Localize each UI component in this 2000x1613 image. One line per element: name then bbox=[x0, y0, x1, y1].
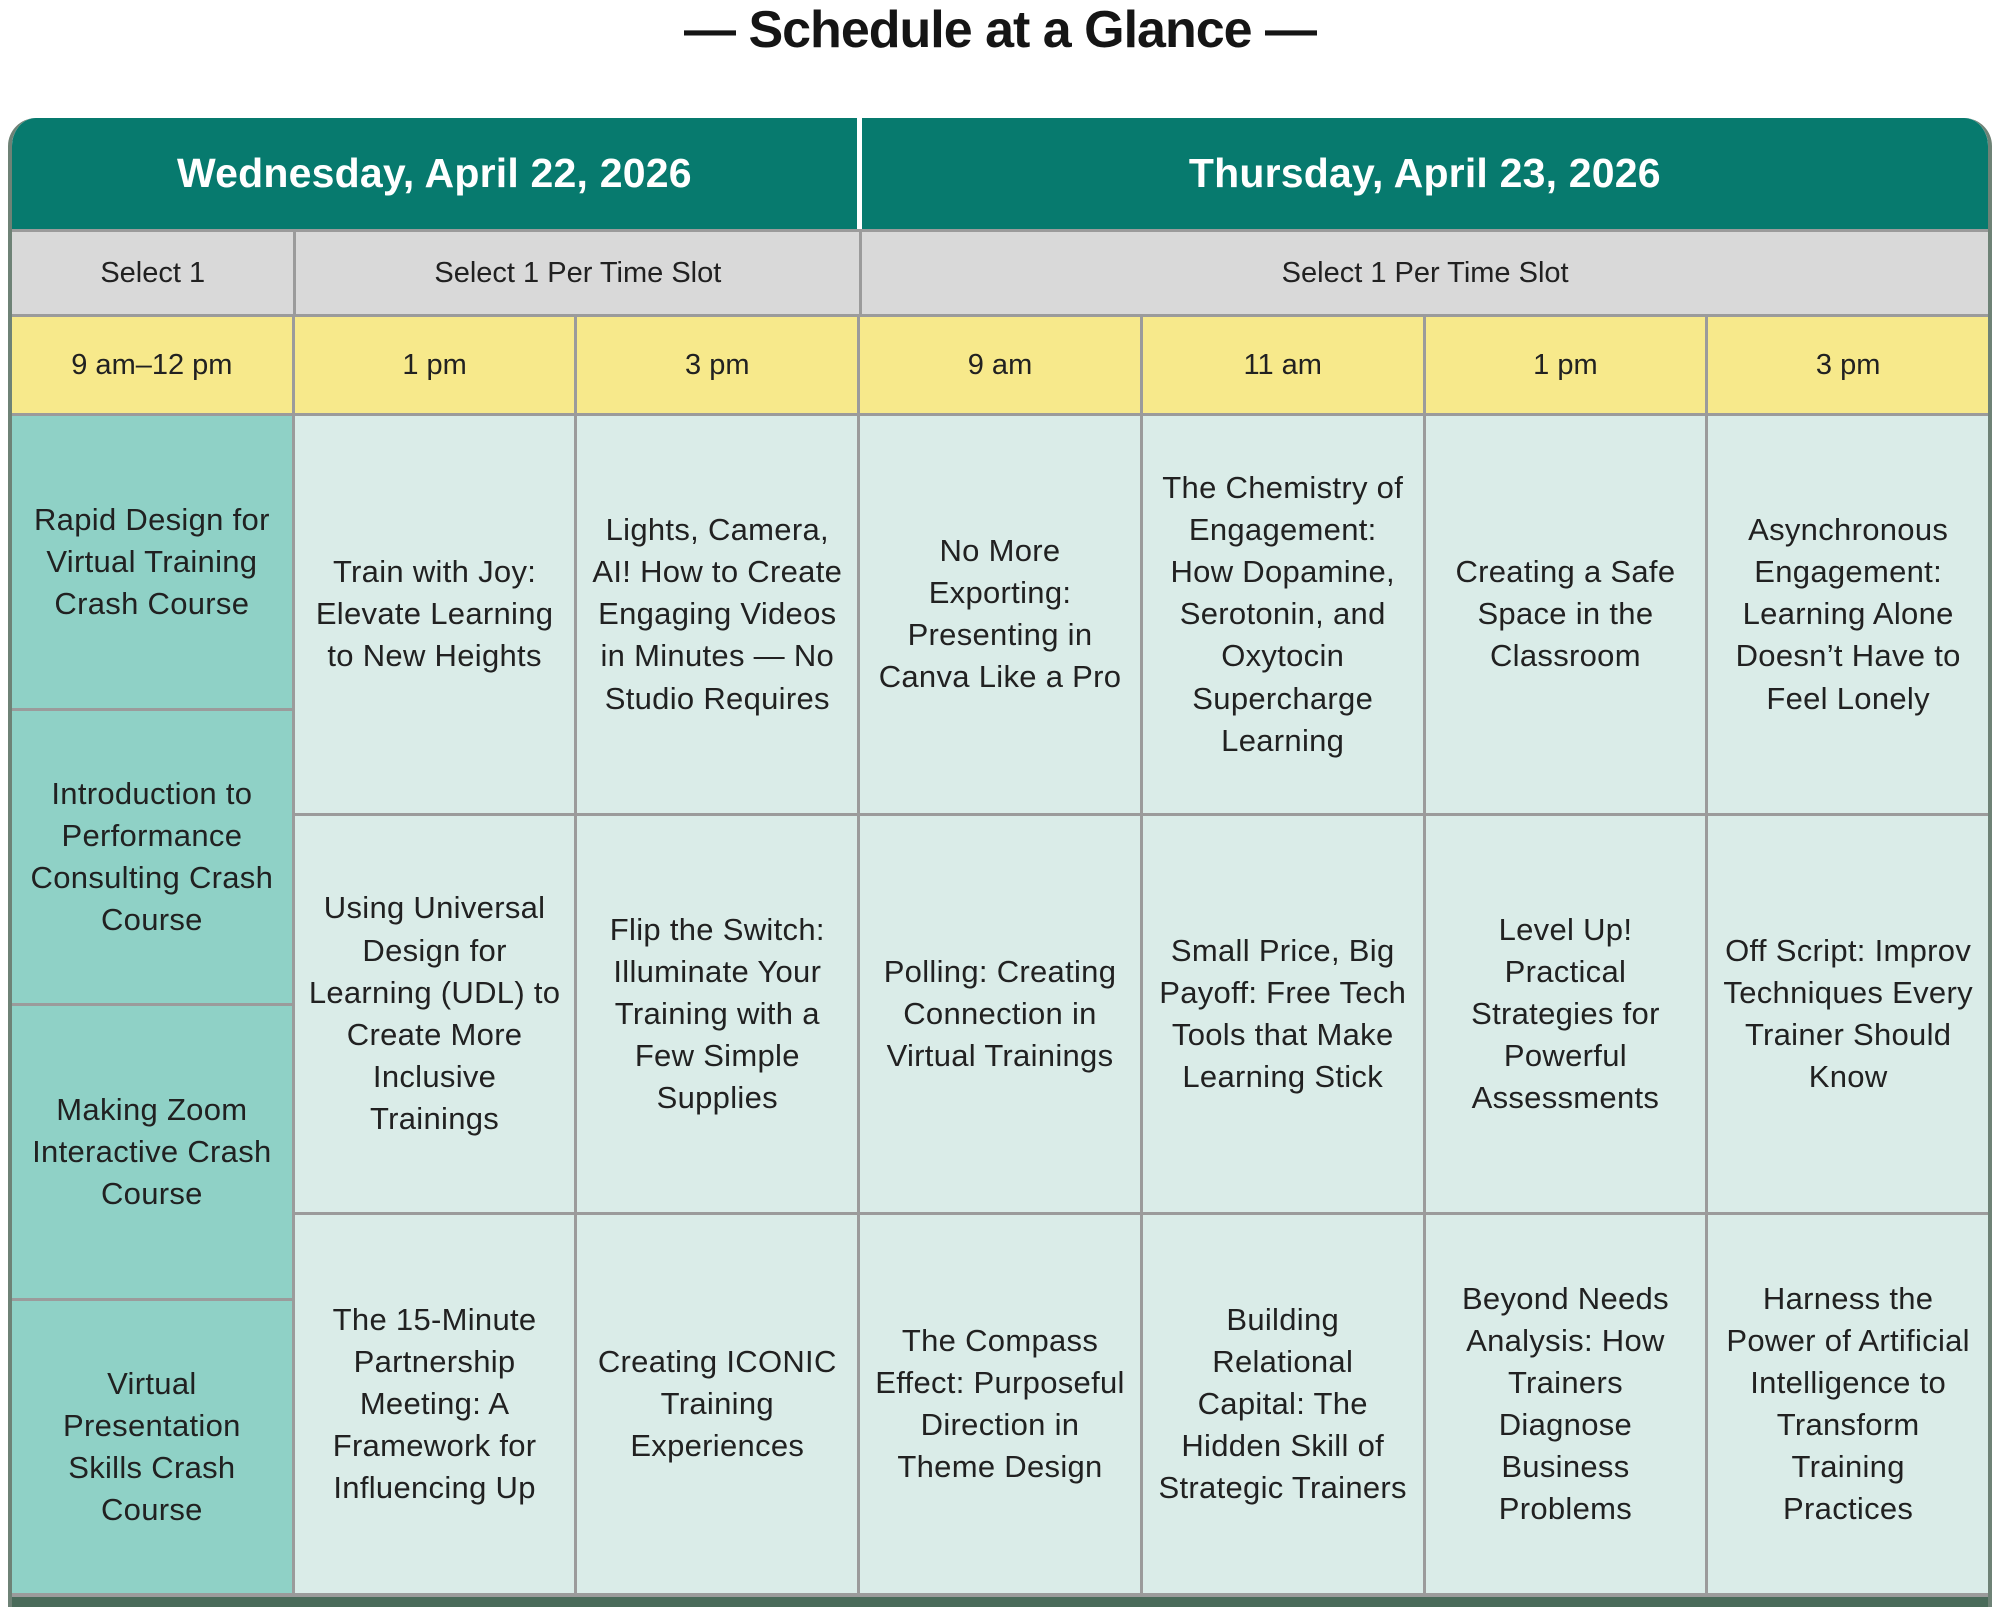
session-cell: The 15-Minute Partnership Meeting: A Framework for Influencing Up bbox=[295, 1212, 575, 1593]
session-cell: The Compass Effect: Purposeful Direction in Theme Design bbox=[860, 1212, 1140, 1593]
crash-course-cell: Making Zoom Interactive Crash Course bbox=[12, 1003, 292, 1298]
day-header-thursday: Thursday, April 23, 2026 bbox=[862, 118, 1988, 229]
session-cell: Off Script: Improv Techniques Every Trainer Should Know bbox=[1708, 813, 1988, 1213]
session-cell: Small Price, Big Payoff: Free Tech Tools that Make Learning Stick bbox=[1143, 813, 1423, 1213]
session-cell: Train with Joy: Elevate Learning to New Heights bbox=[295, 416, 575, 813]
time-slot-row bbox=[12, 314, 1988, 413]
session-cell: Building Relational Capital: The Hidden Skill of Strategic Trainers bbox=[1143, 1212, 1423, 1593]
session-cell: No More Exporting: Presenting in Canva Like a Pro bbox=[860, 416, 1140, 813]
schedule-table bbox=[8, 118, 1992, 1607]
session-body bbox=[12, 413, 1988, 1593]
time-slot-thu-9am: 9 am bbox=[860, 317, 1140, 413]
select-instruction-row bbox=[12, 229, 1988, 314]
session-cell: Creating a Safe Space in the Classroom bbox=[1426, 416, 1706, 813]
time-slot-thu-1pm: 1 pm bbox=[1426, 317, 1706, 413]
session-column-thu-9am bbox=[860, 416, 1140, 1593]
crash-course-cell: Introduction to Performance Consulting Crash Course bbox=[12, 708, 292, 1003]
session-cell: Asynchronous Engagement: Learning Alone Doesn’t Have to Feel Lonely bbox=[1708, 416, 1988, 813]
session-column-wed-1pm bbox=[295, 416, 575, 1593]
session-column-thu-11am bbox=[1143, 416, 1423, 1593]
session-cell: Flip the Switch: Illuminate Your Training with a Few Simple Supplies bbox=[577, 813, 857, 1213]
crash-course-cell: Rapid Design for Virtual Training Crash Course bbox=[12, 416, 292, 708]
select-note-crash-courses: Select 1 bbox=[12, 232, 293, 314]
time-slot-thu-11am: 11 am bbox=[1143, 317, 1423, 413]
table-bottom-edge bbox=[12, 1593, 1988, 1607]
crash-course-column bbox=[12, 416, 292, 1593]
session-column-wed-3pm bbox=[577, 416, 857, 1593]
session-cell: Beyond Needs Analysis: How Trainers Diagnose Business Problems bbox=[1426, 1212, 1706, 1593]
day-header-wednesday: Wednesday, April 22, 2026 bbox=[12, 118, 857, 229]
session-cell: Lights, Camera, AI! How to Create Engaging Videos in Minutes — No Studio Requires bbox=[577, 416, 857, 813]
session-cell: Harness the Power of Artificial Intelligence to Transform Training Practices bbox=[1708, 1212, 1988, 1593]
session-column-thu-3pm bbox=[1708, 416, 1988, 1593]
select-note-wednesday: Select 1 Per Time Slot bbox=[296, 232, 859, 314]
time-slot-wed-1pm: 1 pm bbox=[295, 317, 575, 413]
session-cell: The Chemistry of Engagement: How Dopamine, Serotonin, and Oxytocin Supercharge Learning bbox=[1143, 416, 1423, 813]
day-header-row bbox=[12, 118, 1988, 229]
session-cell: Level Up! Practical Strategies for Powerful Assessments bbox=[1426, 813, 1706, 1213]
session-column-thu-1pm bbox=[1426, 416, 1706, 1593]
crash-course-cell: Virtual Presentation Skills Crash Course bbox=[12, 1298, 292, 1593]
time-slot-wed-3pm: 3 pm bbox=[577, 317, 857, 413]
session-cell: Using Universal Design for Learning (UDL) to Create More Inclusive Trainings bbox=[295, 813, 575, 1213]
session-cell: Creating ICONIC Training Experiences bbox=[577, 1212, 857, 1593]
page-title: — Schedule at a Glance — bbox=[684, 1, 1316, 59]
session-cell: Polling: Creating Connection in Virtual Trainings bbox=[860, 813, 1140, 1213]
time-slot-crash-courses: 9 am–12 pm bbox=[12, 317, 292, 413]
select-note-thursday: Select 1 Per Time Slot bbox=[862, 232, 1988, 314]
time-slot-thu-3pm: 3 pm bbox=[1708, 317, 1988, 413]
